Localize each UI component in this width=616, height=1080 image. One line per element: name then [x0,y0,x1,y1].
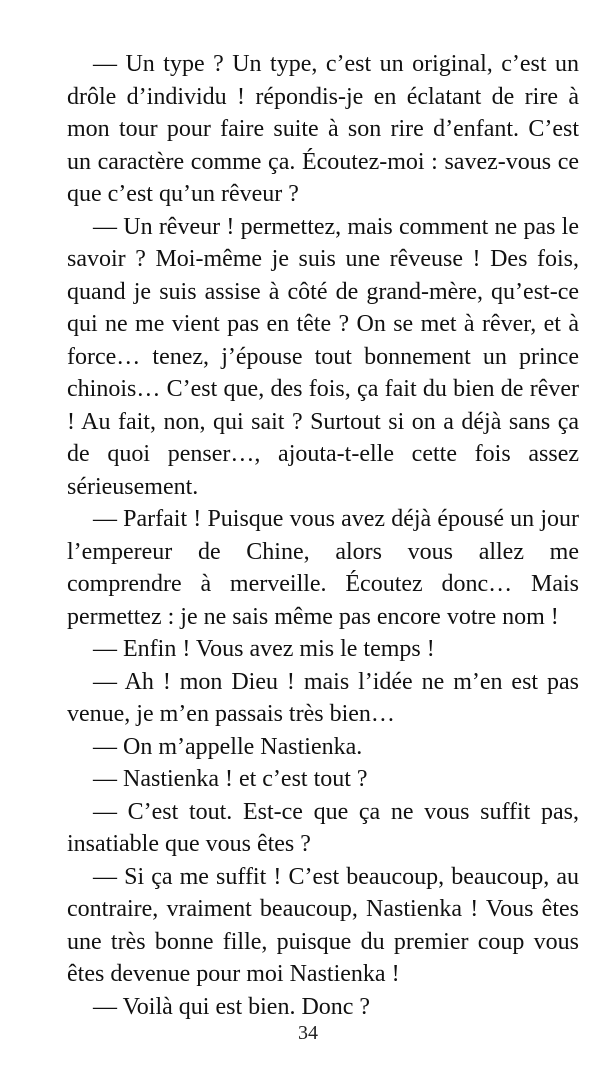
paragraph: — Enfin ! Vous avez mis le temps ! [93,636,435,662]
page-body [67,48,579,1023]
paragraph: — C’est tout. Est-ce que ça ne vous suffit pas, insatiable que vous êtes ? [67,798,579,857]
paragraph: — Voilà qui est bien. Donc ? [93,993,371,1020]
paragraph: — Si ça me suffit ! C’est beaucoup, beaucoup, au contraire, vraiment beaucoup, Nastienka ! Vous êtes une très bonne fille, puisque du premier coup vous êtes devenue pour moi Nastienka ! [67,863,579,987]
paragraph: — Nastienka ! et c’est tout ? [93,766,368,792]
paragraph: — Un type ? Un type, c’est un original, c’est un drôle d’individu ! répondis-je en éclatant de rire à mon tour pour faire suite à son rire d’enfant. C’est un caractère comme ça. Écoutez-moi : savez-vous ce que c’est qu’un rêveur ? [67,51,579,207]
paragraph: — Parfait ! Puisque vous avez déjà épousé un jour l’empereur de Chine, alors vous allez me comprendre à merveille. Écoutez donc… Mais permettez : je ne sais même pas encore votre nom ! [67,506,579,630]
page-number: 34 [298,1022,318,1044]
paragraph: — On m’appelle Nastienka. [93,733,363,760]
paragraph: — Ah ! mon Dieu ! mais l’idée ne m’en est pas venue, je m’en passais très bien… [67,668,579,727]
paragraph: — Un rêveur ! permettez, mais comment ne pas le savoir ? Moi-même je suis une rêveuse ! Des fois, quand je suis assise à côté de grand-mère, qu’est-ce qui ne me vient pas en tête ? On se met à rêver, et à force… tenez, j’épouse tout bonnement un prince chinois… C’est que, des fois, ça fait du bien de rêver ! Au fait, non, qui sait ? Surtout si on a déjà sans ça de quoi penser…, ajouta-t-elle cette fois assez sérieusement. [67,213,579,500]
